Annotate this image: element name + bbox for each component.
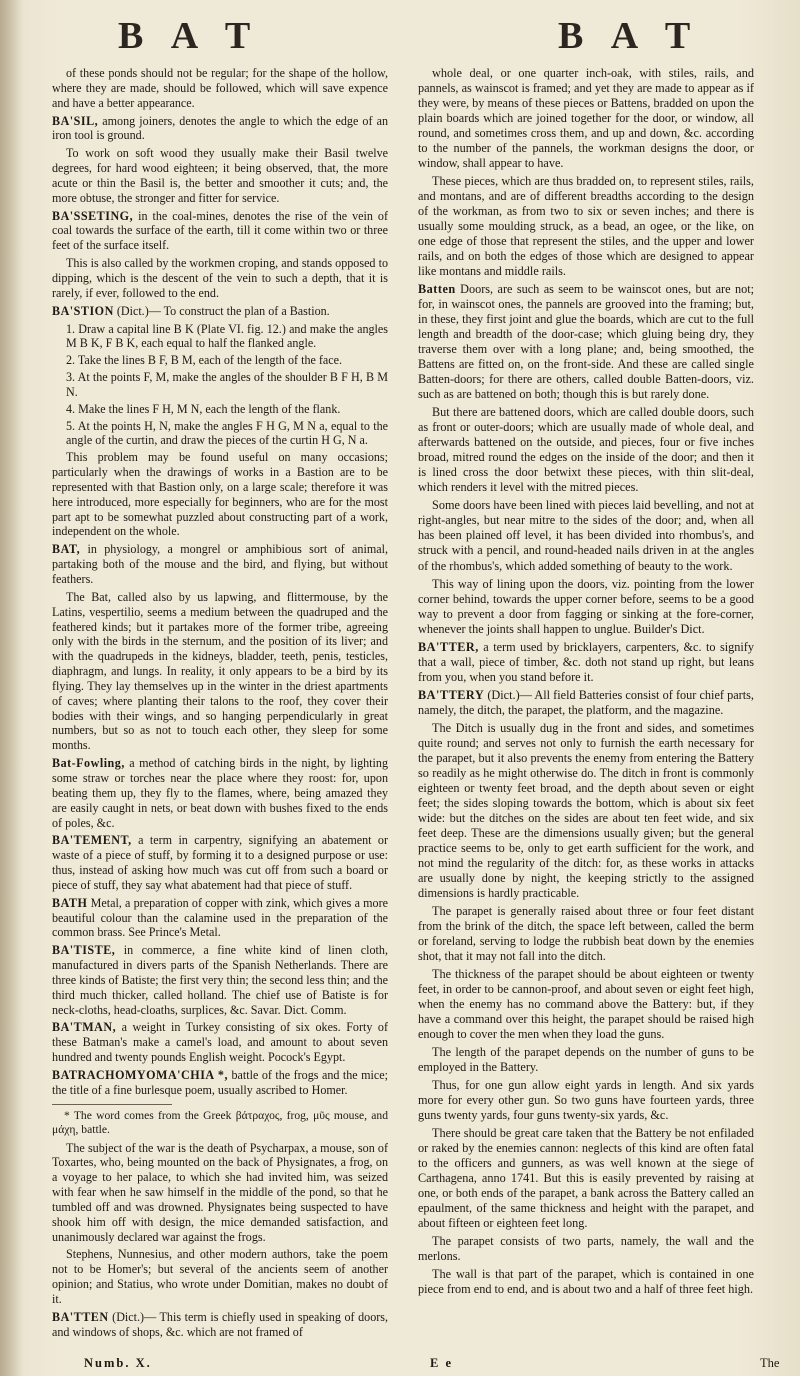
entry-definition: in the coal-mines, denotes the rise of the vein of coal towards the surface of the earth, till it come within two or three feet of the surface itself. (52, 208, 388, 253)
entry-headword: BA'TTEN (52, 1309, 109, 1324)
entry-definition: a term used by bricklayers, carpenters, &c. to signify that a wall, piece of timber, &c. doth not stand up right, but leans from you, when you stand before it. (418, 639, 754, 684)
dictionary-entry (52, 209, 388, 254)
paragraph: This problem may be found useful on many occasions; particularly when the drawings of works in a Bastion are to be represented with that Bastion only, on a large scale; therefore it was here introduced, more especially for beginners, who are for the most part apt to be somewhat puzzled about constructing part of a work, independent on the whole. (52, 450, 388, 539)
signature-mark: E e (430, 1356, 454, 1370)
dictionary-entry (52, 943, 388, 1017)
entry-headword: Bat-Fowling, (52, 756, 125, 771)
paragraph: of these ponds should not be regular; for the shape of the hollow, where they are made, should be followed, which will save expence and have a better appearance. (52, 66, 388, 110)
numbered-step: 1. Draw a capital line B K (Plate VI. fig. 12.) and make the angles M B K, F B K, each equal to half the flanked angle. (66, 321, 388, 351)
entry-headword: Batten (418, 282, 456, 297)
entry-definition: a term in carpentry, signifying an abatement or waste of a piece of stuff, by forming it to a designed purpose or use: thus, instead of asking how much was cut off from such a board or piece of stuff, they say what abatement had that piece of stuff. (52, 833, 388, 892)
entry-definition: a weight in Turkey consisting of six okes. Forty of these Batman's make a camel's load, and amount to about seven hundred and twenty pounds English weight. Pocock's Egypt. (52, 1020, 388, 1065)
header-left: B A T (118, 15, 261, 57)
entry-headword: BAT, (52, 542, 81, 557)
dictionary-entry (52, 1068, 388, 1098)
entry-headword: BA'STION (52, 303, 114, 318)
entry-headword: BATH (52, 895, 88, 910)
paragraph: Thus, for one gun allow eight yards in length. And six yards more for every other gun. So two guns have fourteen yards, three guns twenty yards, four guns twenty-six yards, &c. (418, 1078, 754, 1123)
entry-definition: Doors, are such as seem to be wainscot ones, but are not; for, in wainscot ones, the pannels are grooved into the framing; but, in these, they first joint and glue the boards, which are cut to the full length and breadth of the door-case; which gluing being dry, they traverse them over with a long plane; and, being smoothed, the Battens are fitted on, on the front-side. And these are called single Batten-doors; for there are others, called double Batten-doors, viz. such as are battened on both; though this is but rarely done. (418, 282, 754, 402)
paragraph: But there are battened doors, which are called double doors, such as front or outer-doors; which are usually made of whole deal, and afterwards battened on the outside, and pieces, four or five inches broad, mitred round the edges on the inside of the door; and then it is lined cross the door betwixt these pieces, with thin slit-deal, which renders it level with the mitred pieces. (418, 405, 754, 495)
dictionary-entry (418, 640, 754, 685)
entry-headword: BA'SSETING, (52, 208, 134, 223)
footnote-rule (52, 1104, 172, 1105)
numbered-step: 5. At the points H, N, make the angles F H G, M N a, equal to the angle of the curtin, and draw the pieces of the curtin H G, N a. (66, 418, 388, 448)
paragraph: Some doors have been lined with pieces laid bevelling, and not at right-angles, but near mitre to the sides of the door; and, when all has been plained off level, it has been divided into rhombus's, and struck with a pencil, and round-headed nails driven in at the angles of the rhombus's, which added something of beauty to the work. (418, 498, 754, 573)
numbered-step: 2. Take the lines B F, B M, each of the length of the face. (66, 353, 343, 368)
catchword-right: The (760, 1356, 780, 1370)
paragraph: The Ditch is usually dug in the front and sides, and sometimes quite round; and serves not only to furnish the earth necessary for the parapet, but it also prevents the enemy from entering the Battery so readily as he might otherwise do. The ditch in front is commonly eighteen or twenty feet broad, and the depth about seven or eight feet; the sides sloping towards the bottom, which is about six feet wide: but the ditches on the sides are about ten feet wide, and six feet deep. These are the dimensions usually given; but the general practice seems to be, only to get earth sufficient for the work, and not mind the regularity of the ditch: for, as these works in attacks are usually done by night, the keeping strictly to the assigned dimensions is hardly practicable. (418, 720, 754, 900)
entry-definition: in commerce, a fine white kind of linen cloth, manufactured in divers parts of the Spanish Netherlands. There are three kinds of Batiste; the first very thin; the second less thin; and the third much thicker, called holland. The chief use of Batiste is for neck-cloths, head-cloaths, surplices, &c. Savar. Dict. Comm. (52, 943, 388, 1017)
paragraph: The parapet is generally raised about three or four feet distant from the brink of the ditch, the space left between, called the berm or foreland, serving to lodge the rubbish beat down by the enemies shot, that it may not fall into the ditch. (418, 903, 754, 963)
left-column (52, 66, 388, 1351)
paragraph: The thickness of the parapet should be about eighteen or twenty feet, in order to be cannon-proof, and about seven or eight feet high, when the enemy has no command above the Battery: but, if they have a command over this height, the parapet should be raised high enough to cover the men when they load the guns. (418, 966, 754, 1041)
entry-headword: BATRACHOMYOMA'CHIA *, (52, 1068, 229, 1082)
dictionary-entry (52, 896, 388, 941)
paragraph: whole deal, or one quarter inch-oak, with stiles, rails, and pannels, as wainscot is framed; and yet they are made to appear as if they were, by means of these pieces or Battens, bradded on upon the plain boards which are joined together for the door, or window, all round, and sometimes cross them, and up and down, &c. according to the number of the pannels, the workman designs the door, or window, shall appear to have. (418, 66, 754, 171)
paragraph: The parapet consists of two parts, namely, the wall and the merlons. (418, 1234, 754, 1264)
entry-headword: BA'TTERY (418, 687, 485, 702)
paragraph: This way of lining upon the doors, viz. pointing from the lower corner behind, towards the upper corner before, seems to be a good way to prevent a door from fagging or sinking at the fore-corner, whenever the joints shall happen to unglue. Builder's Dict. (418, 576, 754, 636)
right-column (418, 66, 754, 1351)
paragraph: The length of the parapet depends on the number of guns to be employed in the Battery. (418, 1044, 754, 1074)
dictionary-entry (52, 833, 388, 892)
entry-headword: BA'TTER, (418, 639, 479, 654)
entry-definition: (Dict.)— This term is chiefly used in speaking of doors, and windows of shops, &c. which are not framed of (52, 1309, 388, 1339)
binding-shadow (0, 0, 22, 1376)
page-footer (0, 1356, 800, 1372)
numbered-step: 4. Make the lines F H, M N, each the length of the flank. (66, 401, 341, 416)
paragraph: The subject of the war is the death of Psycharpax, a mouse, son of Toxartes, who, being mounted on the back of Physignates, a frog, on a voyage to her palace, to which she had invited him, was seized with fear when he saw himself in the middle of the pond, so that he tumbled off and was drowned. Physignates being suspected to have shook him off with design, the mice demanded satisfaction, and unanimously declared war against the frogs. (52, 1140, 388, 1244)
entry-headword: BA'TISTE, (52, 943, 116, 958)
dictionary-entry (418, 282, 754, 402)
entry-headword: BA'SIL, (52, 113, 99, 128)
dictionary-entry (418, 688, 754, 718)
paragraph: The wall is that part of the parapet, which is contained in one piece from end to end, and is about two and a half of three feet high. (418, 1267, 754, 1297)
paragraph: There should be great care taken that the Battery be not enfiladed or raked by the enemies cannon: neglects of this kind are often fatal to the officers and gunners, as was well known at the siege of Carthagena, anno 1741. But this is easily prevented by raising at one, or both ends of the parapet, a bank across the Battery called an epaulment, of the same thickness and height with the parapet, and about fifteen or eighteen feet long. (418, 1126, 754, 1231)
entry-headword: BA'TEMENT, (52, 833, 132, 848)
dictionary-entry (52, 1020, 388, 1065)
entry-definition: a method of catching birds in the night, by lighting some straw or torches near the place where they roost: for, upon beating them up, they fly to the flames, where, being amazed they are easily caught in nets, or beat down with bushes fixed to the ends of poles, &c. (52, 756, 388, 830)
entry-definition: battle of the frogs and the mice; the title of a fine burlesque poem, usually ascribed to Homer. (52, 1068, 388, 1097)
dictionary-entry (52, 304, 388, 319)
entry-definition: in physiology, a mongrel or amphibious sort of animal, partaking both of the mouse and the bird, and flying, but without feathers. (52, 542, 388, 586)
dictionary-entry (52, 542, 388, 587)
entry-headword: BA'TMAN, (52, 1020, 117, 1035)
paragraph: These pieces, which are thus bradded on, to represent stiles, rails, and montans, and are of different breadths according to the design of the workman, as from two to six or seven inches; and there is usually some moulding struck, as a bead, an ogee, or the like, on one edge of those that represent the stiles, and the upper and lower rails, and on both the edges of those which are designed to appear like montans and middle rails. (418, 174, 754, 279)
dictionary-entry (52, 756, 388, 830)
paragraph: Stephens, Nunnesius, and other modern authors, take the poem not to be Homer's; but several of the ancients seem of another opinion; and Statius, who wrote under Domitian, makes no doubt of it. (52, 1247, 388, 1306)
footnote: * The word comes from the Greek βάτραχος, frog, μῦς mouse, and μάχη, battle. (52, 1108, 388, 1137)
paragraph: To work on soft wood they usually make their Basil twelve degrees, for hard wood eighteen; it being observed, that, the more acute or thin the Basil is, the better and smoother it cuts; and, the more obtuse, the stronger and fitter for service. (52, 146, 388, 205)
catchword-left: Numb. X. (84, 1356, 152, 1370)
running-header (0, 14, 800, 58)
entry-definition: (Dict.)— To construct the plan of a Bastion. (113, 303, 330, 318)
entry-definition: Metal, a preparation of copper with zink, which gives a more beautiful colour than the calamine used in the preparation of the common brass. See Prince's Metal. (52, 895, 388, 940)
numbered-step: 3. At the points F, M, make the angles of the shoulder B F H, B M N. (66, 370, 388, 399)
dictionary-entry (52, 114, 388, 144)
header-right: B A T (558, 15, 701, 57)
entry-definition: among joiners, denotes the angle to which the edge of an iron tool is ground. (52, 113, 388, 143)
paragraph: The Bat, called also by us lapwing, and flittermouse, by the Latins, vespertilio, seems a medium between the quadruped and the feathered kinds; but it partakes more of the former tribe, agreeing only with the birds in the sternum, and the position of its liver; and with the quadrupeds in the kidneys, bladder, teeth, penis, testicles, diaphragm, and lungs. In reality, it only appears to be a bird by its flying. They lay themselves up in the winter in the driest apartments of caves; where planting their talons to the roof, they cover their bodies with their wings, and so hanging perpendicularly in great numbers, but so as not to touch each other, they sleep for some months. (52, 589, 388, 753)
dictionary-entry (52, 1310, 388, 1340)
entry-definition: (Dict.)— All field Batteries consist of four chief parts, namely, the ditch, the parapet, the platform, and the magazine. (418, 687, 754, 717)
paragraph: This is also called by the workmen croping, and stands opposed to dipping, which is the descent of the vein to such a depth, that it is rarely, if ever, followed to the end. (52, 256, 388, 300)
